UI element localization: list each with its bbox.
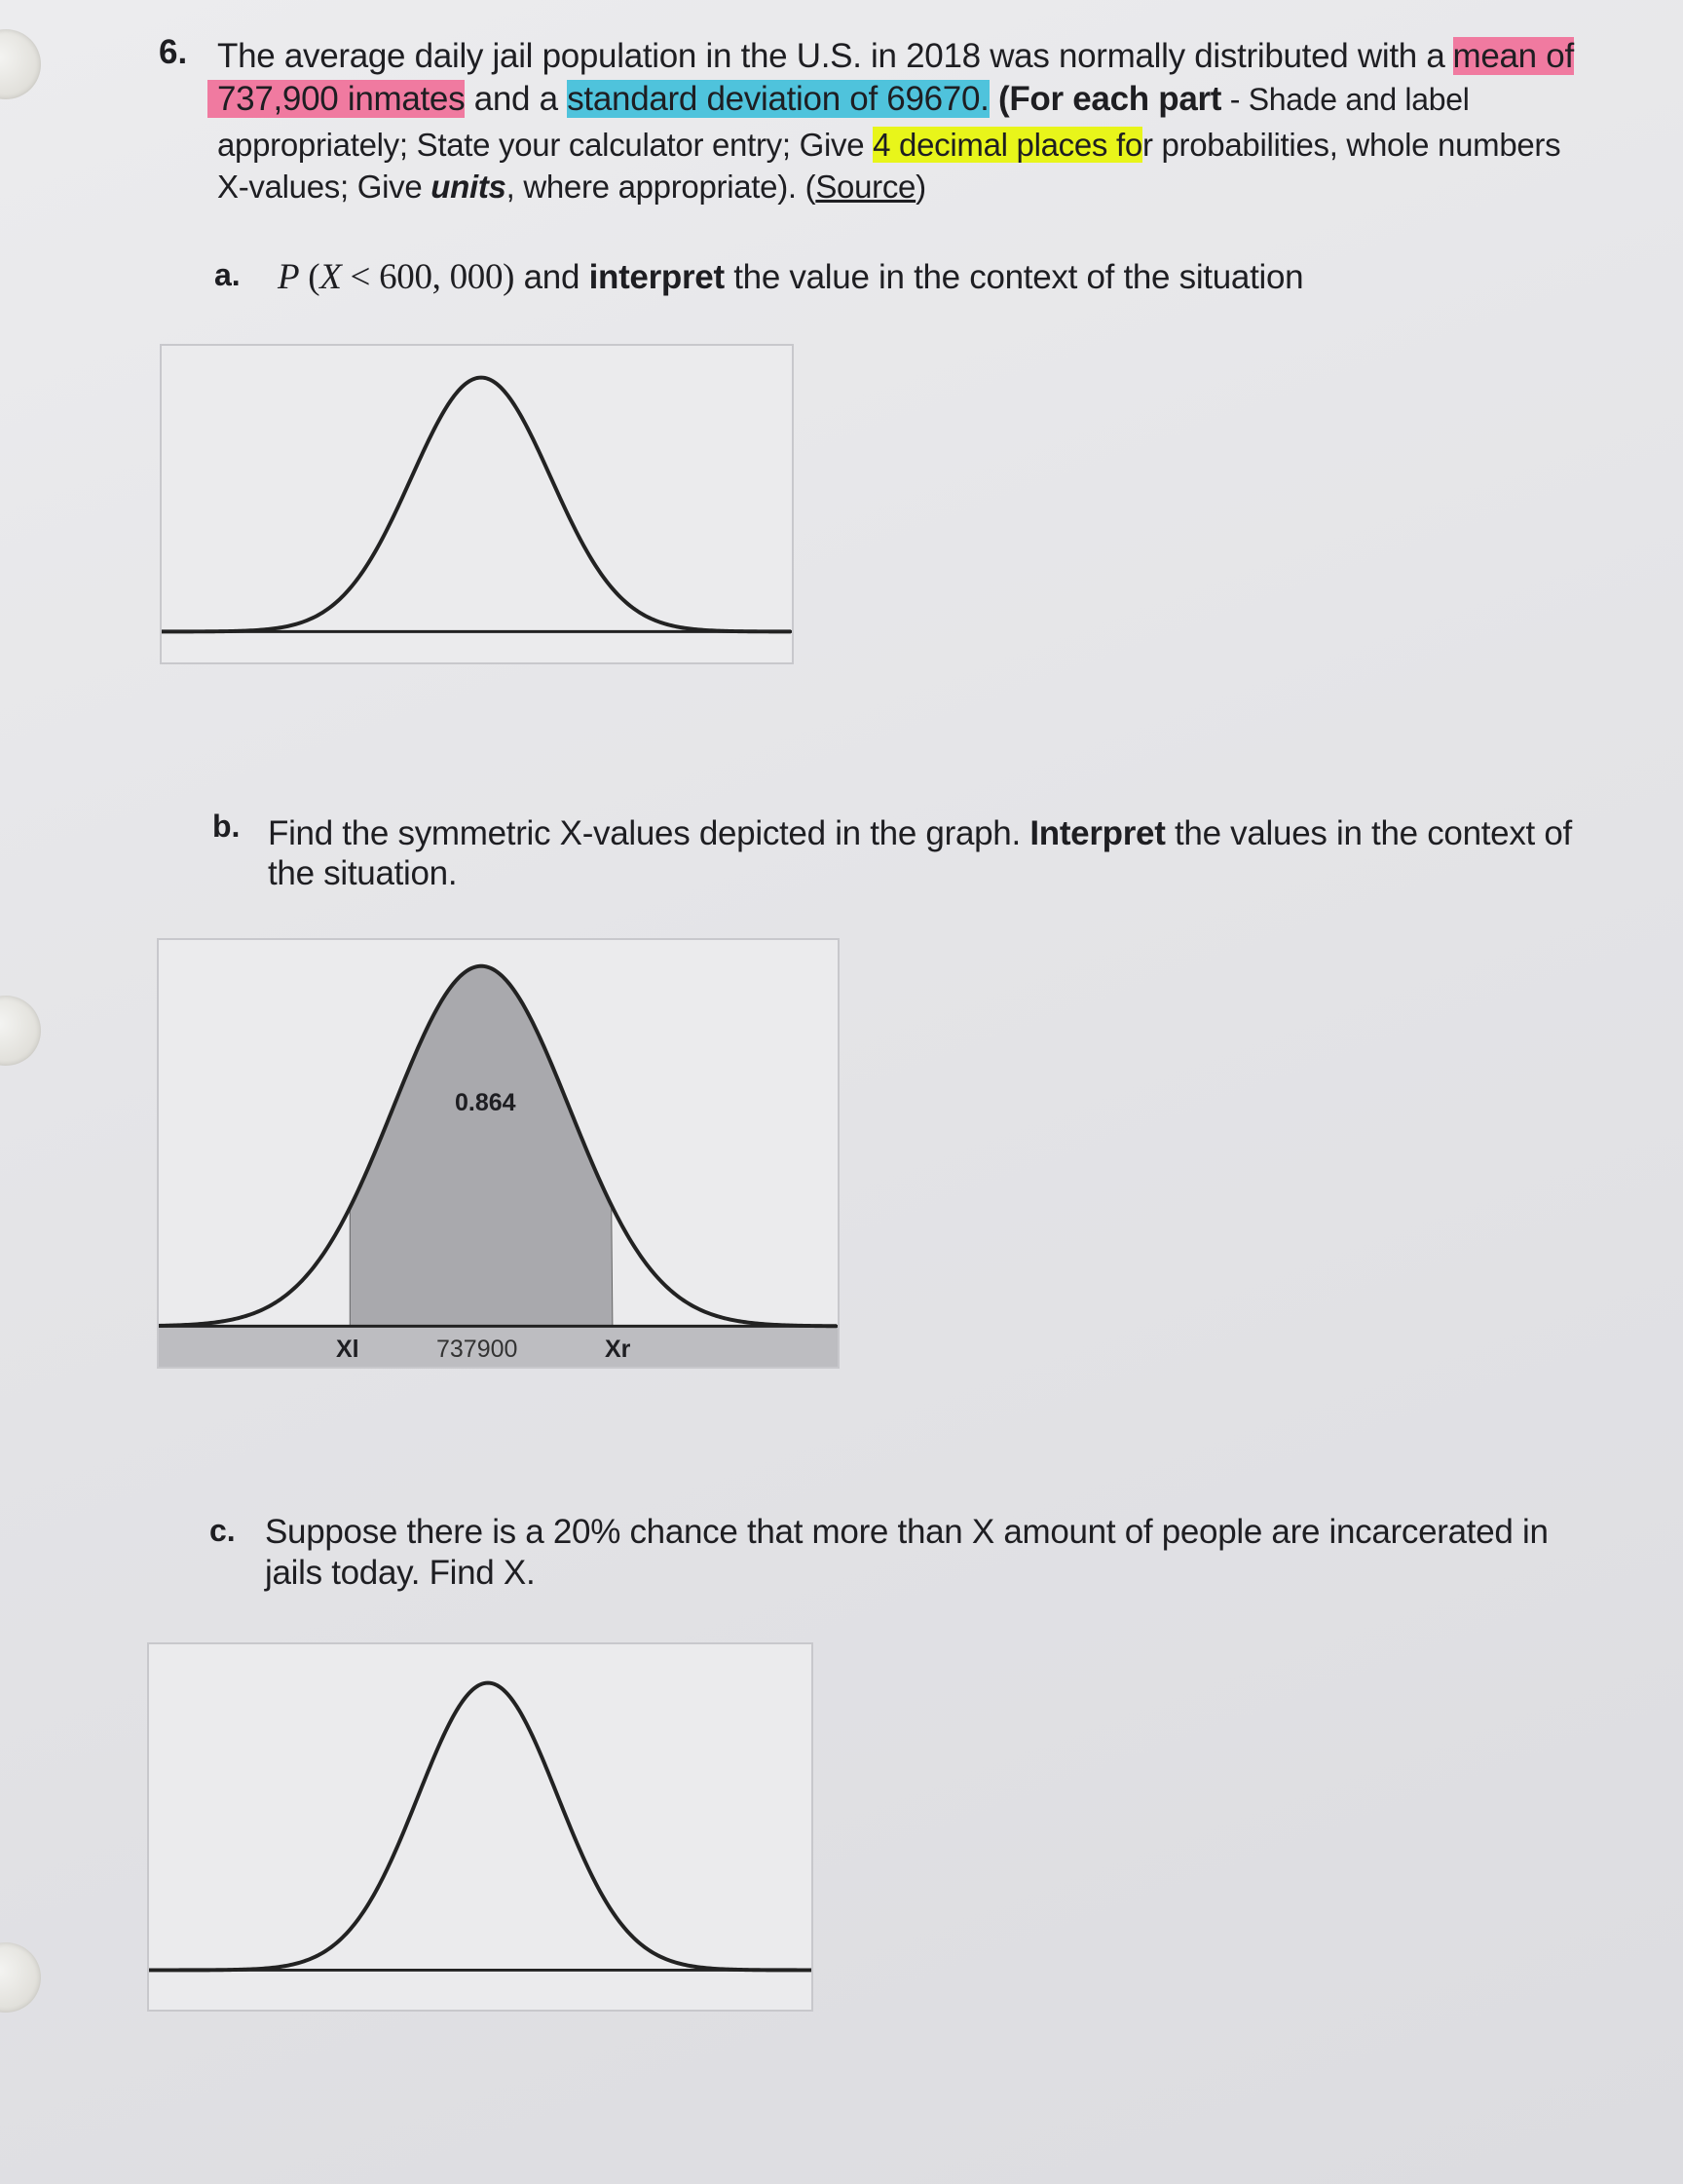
binder-hole xyxy=(0,996,41,1066)
text: the value in the context of the situation xyxy=(724,258,1304,296)
bold-text: interpret xyxy=(588,258,725,296)
question-line-4 xyxy=(217,169,926,206)
highlight-standard-deviation: standard deviation of 69670. xyxy=(567,80,990,118)
probability-expression: P (X < 600, 000) xyxy=(278,257,515,297)
highlight-mean: mean of xyxy=(1452,37,1574,75)
normal-curve-b xyxy=(159,940,838,1367)
binder-hole xyxy=(0,1942,41,2013)
part-b-prompt-line-2: the situation. xyxy=(268,854,458,892)
text: and xyxy=(514,258,589,296)
question-line-1 xyxy=(217,37,1574,76)
bell-curve xyxy=(149,1683,811,1971)
part-c-letter: c. xyxy=(209,1513,236,1548)
text: ) xyxy=(916,169,926,205)
text: , where appropriate). ( xyxy=(505,169,816,205)
text: X-values; Give xyxy=(217,169,431,205)
bell-curve xyxy=(162,378,791,632)
part-c-prompt-line-2: jails today. Find X. xyxy=(265,1554,536,1592)
text: r probabilities, whole numbers xyxy=(1141,127,1561,163)
highlight-decimal-places: 4 decimal places fo xyxy=(873,127,1142,163)
x-right-label: Xr xyxy=(605,1336,631,1363)
text: - Shade and label xyxy=(1221,82,1470,117)
question-line-2 xyxy=(207,80,1470,119)
question-number: 6. xyxy=(159,33,188,71)
normal-curve-graph-c xyxy=(147,1642,813,2012)
bold-text: (For each part xyxy=(989,80,1222,118)
text: the values in the context of xyxy=(1165,814,1572,852)
binder-hole xyxy=(0,29,41,99)
text: and a xyxy=(465,80,568,118)
question-line-3 xyxy=(217,127,1560,164)
shaded-region xyxy=(350,966,613,1327)
text: The average daily jail population in the U.S. in 2018 was normally distributed with a xyxy=(217,37,1445,75)
part-a-prompt xyxy=(278,256,1303,298)
normal-curve-graph-b xyxy=(157,938,840,1369)
part-b-letter: b. xyxy=(212,809,241,844)
normal-curve-c xyxy=(149,1644,811,2010)
normal-curve-a xyxy=(162,346,792,662)
highlight-mean-value: 737,900 inmates xyxy=(207,80,465,118)
shaded-area-label: 0.864 xyxy=(455,1089,516,1116)
text: appropriately; State your calculator entry; Give xyxy=(217,127,874,163)
text: Find the symmetric X-values depicted in the graph. xyxy=(268,814,1030,852)
part-b-prompt-line-1 xyxy=(268,814,1572,853)
part-a-letter: a. xyxy=(214,257,241,292)
bold-text: Interpret xyxy=(1029,814,1166,852)
x-left-label: Xl xyxy=(336,1336,359,1363)
normal-curve-graph-a xyxy=(160,344,794,664)
units-emphasis: units xyxy=(430,169,506,205)
mean-label: 737900 xyxy=(436,1336,518,1363)
part-c-prompt-line-1: Suppose there is a 20% chance that more than X amount of people are incarcerated in xyxy=(265,1513,1549,1551)
source-link[interactable]: Source xyxy=(815,169,916,205)
